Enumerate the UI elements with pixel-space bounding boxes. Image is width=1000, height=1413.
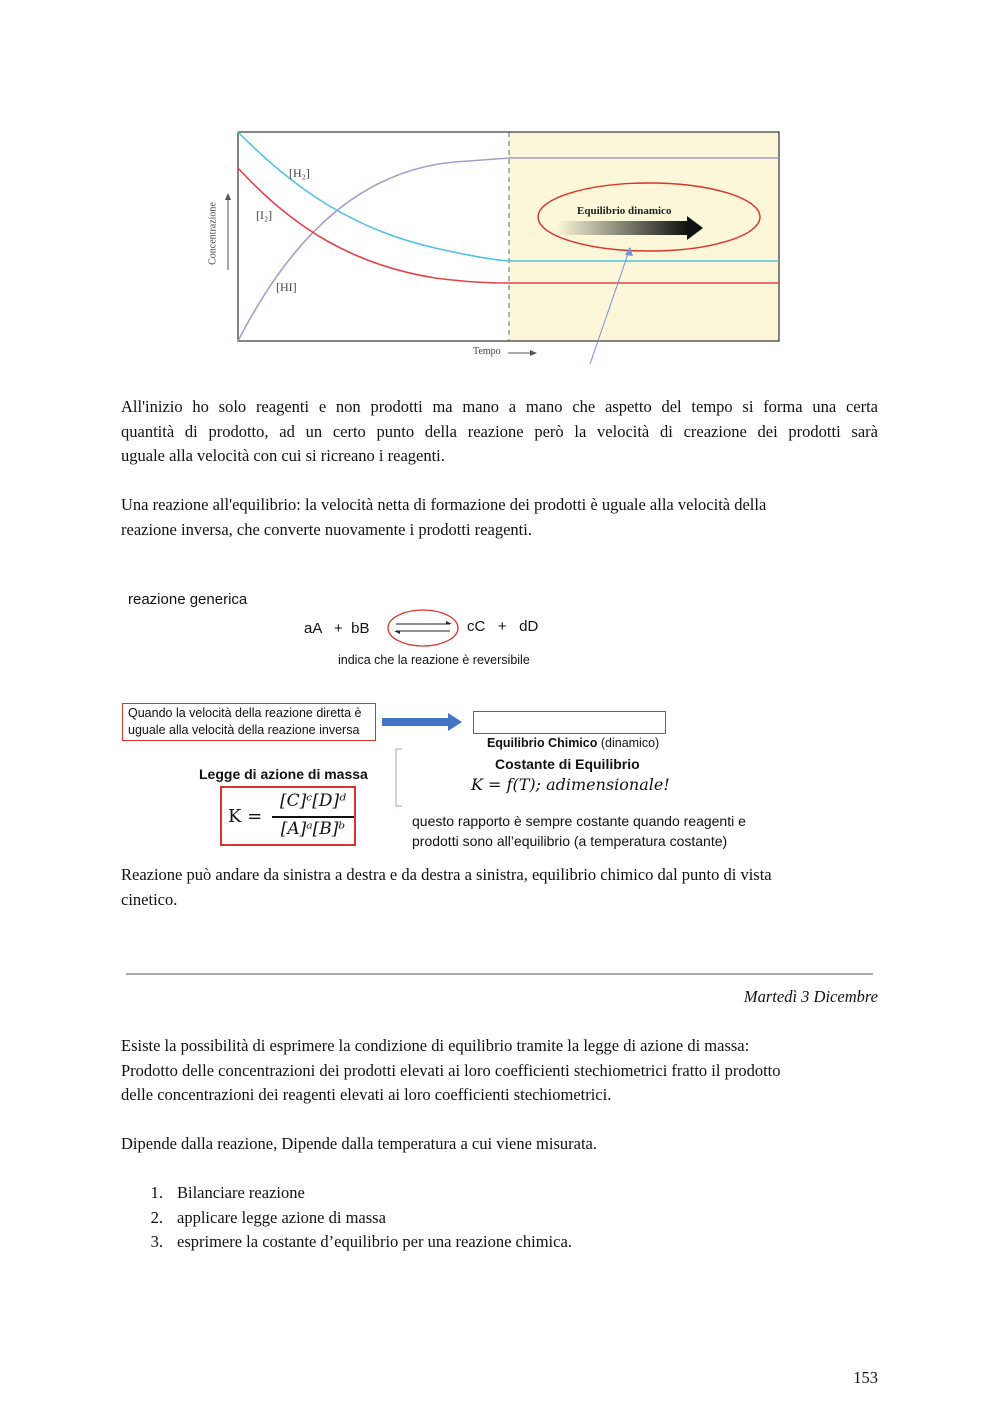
condition-box [122,703,376,741]
paragraph-line: cinetico. [121,889,178,909]
section-divider [126,973,873,975]
x-axis-label: Tempo [473,346,501,357]
reactants: aA + bB [304,620,370,637]
reversible-ellipse [388,610,458,646]
condition-line: Quando la velocità della reazione diretta è [128,706,362,720]
list-item [133,1181,833,1206]
paragraph-line: Prodotto delle concentrazioni dei prodotti elevati ai loro coefficienti stechiometrici fratto il prodotto [121,1060,781,1080]
hi-label: [HI] [276,280,297,294]
implies-arrow [382,712,464,732]
bracket [392,748,404,810]
paragraph-line: Una reazione all'equilibrio: la velocità netta di formazione dei prodotti è uguale alla velocità della [121,495,767,514]
equilibrium-box-bold: Equilibrio Chimico [486,736,598,750]
equilibrium-label: Equilibrio dinamico [577,205,672,217]
equilibrium-box-note: (dinamico) [597,736,660,750]
paragraph-line: reazione inversa, che converte nuovamente i prodotti reagenti. [121,519,532,539]
list-text: Bilanciare reazione [177,1183,305,1202]
fraction-bar [272,816,354,818]
paragraph-equilibrium [121,493,878,542]
condition-line: uguale alla velocità della reazione inversa [128,723,360,737]
list-text: applicare legge azione di massa [177,1207,386,1227]
list-number: 1. [150,1183,163,1202]
i2-label: [I₂] [256,208,273,222]
paragraph-line: All'inizio ho solo reagenti e non prodotti ma mano a mano che aspetto del tempo si forma una certa [121,397,878,416]
paragraph-line: uguale alla velocità con cui si ricreano i reagenti. [121,446,445,465]
list-number: 2. [150,1207,163,1227]
y-axis-label: Concentrazione [207,202,219,265]
paragraph-line: Esiste la possibilità di esprimere la condizione di equilibrio tramite la legge di azione di massa: [121,1036,750,1055]
paragraph-line: delle concentrazioni dei reagenti elevati ai loro coefficienti stechiometrici. [121,1085,612,1104]
k-symbol: K = [228,806,263,827]
reversible-arrows [386,608,462,648]
scheme-title: reazione generica [128,591,248,608]
mass-action-title: Legge di azione di massa [199,766,368,782]
paragraph-line: quantità di prodotto, ad un certo punto della reazione però la velocità di creazione dei prodotti sarà [121,421,878,441]
equilibrium-graph [205,120,795,370]
formula-denominator: [A]ᵃ[B]ᵇ [280,819,346,839]
constant-formula: K = f(T); adimensionale! [471,775,670,794]
h2-label: [H₂] [289,166,310,180]
list-text: esprimere la costante d’equilibrio per una reazione chimica. [177,1232,572,1251]
paragraph-mass-action [121,1034,878,1108]
constant-note-line: questo rapporto è sempre costante quando reagenti e [412,813,746,829]
list-number: 3. [150,1232,163,1251]
list-item [133,1230,833,1255]
constant-title: Costante di Equilibrio [495,756,640,772]
paragraph-dependency: Dipende dalla reazione, Dipende dalla temperatura a cui viene misurata. [121,1134,597,1153]
formula-numerator: [C]ᶜ[D]ᵈ [280,791,346,811]
constant-note-line: prodotti sono all’equilibrio (a temperatura costante) [412,833,728,849]
paragraph-line: Reazione può andare da sinistra a destra e da destra a sinistra, equilibrio chimico dal punto di vista [121,865,772,884]
page-number: 153 [853,1368,878,1387]
date-heading: Martedì 3 Dicembre [743,987,878,1006]
paragraph-intro [121,395,878,469]
paragraph-kinetic [121,863,878,912]
mass-action-formula [220,786,356,846]
list-item [133,1206,833,1231]
steps-list [133,1181,833,1255]
products: cC + dD [467,618,539,635]
equilibrium-arrow [557,221,687,235]
constant-note [412,811,746,851]
reversible-note: indica che la reazione è reversibile [338,653,530,667]
equilibrium-box [473,711,666,750]
